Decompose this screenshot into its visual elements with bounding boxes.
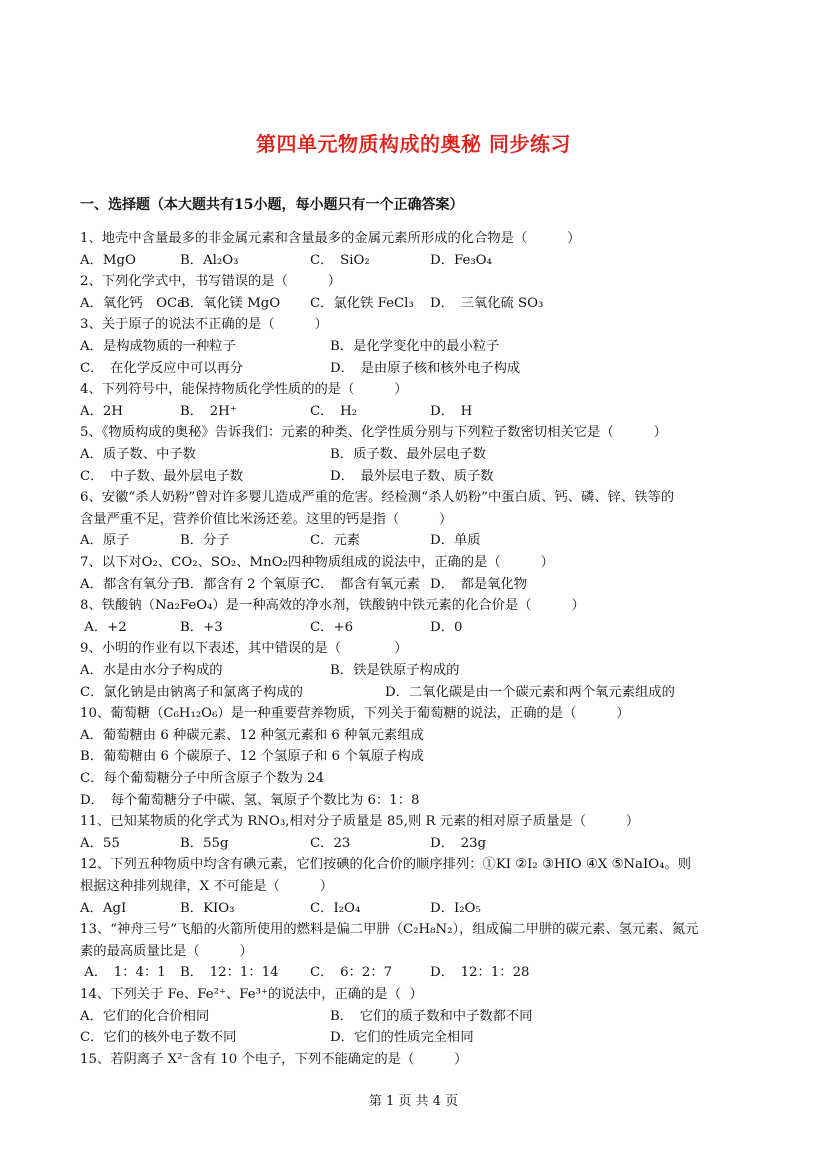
answer-option: B． 2H⁺ [180, 403, 237, 419]
question-line [80, 725, 424, 747]
answer-option: C． 中子数、最外层电子数 [80, 468, 244, 484]
answer-option: D．它们的性质完全相同 [330, 1030, 474, 1046]
answer-option: C． H₂ [310, 403, 358, 419]
question-text: 15、若阴离子 X²⁻含有 10 个电子，下列不能确定的是（ ） [80, 1051, 468, 1067]
answer-option: C．氯化铁 FeCl₃ [310, 295, 414, 311]
question-line [80, 638, 408, 660]
question-text: A．葡萄糖由 6 种碳元素、12 种氢元素和 6 种氧元素组成 [80, 727, 424, 743]
question-line [80, 790, 419, 812]
answer-option: D．Fe₃O₄ [430, 252, 492, 268]
page-footer: 第 1 页 共 4 页 [368, 1094, 459, 1109]
answer-option: B．KIO₃ [180, 900, 235, 916]
answer-option: D．I₂O₅ [430, 900, 481, 916]
answer-option: B．55g [180, 835, 229, 851]
answer-option: B．Al₂O₃ [180, 252, 239, 268]
answer-option: D． 12：1：28 [430, 965, 530, 981]
question-line [80, 271, 341, 293]
answer-option: C． 6：2：7 [310, 965, 393, 981]
answer-option: D． 都是氧化物 [430, 576, 528, 592]
answer-option: B．是化学变化中的最小粒子 [330, 339, 500, 354]
answer-option: A．是构成物质的一种粒子 [80, 339, 236, 354]
answer-option: D．二氧化碳是由一个碳元素和两个氧元素组成的 [385, 684, 675, 700]
question-text: D． 每个葡萄糖分子中碳、氢、氧原子个数比为 6：1：8 [80, 792, 420, 808]
answer-option: A．2H [80, 403, 123, 419]
question-line [80, 876, 333, 898]
answer-option: D．0 [430, 619, 463, 635]
answer-option: A．55 [80, 835, 120, 851]
answer-option: D． 是由原子核和核外电子构成 [330, 360, 521, 376]
question-line [80, 919, 698, 941]
question-text: 11、已知某物质的化学式为 RNO₃,相对分子质量是 85,则 R 元素的相对原子质量是（ ） [80, 814, 640, 830]
question-text: 9、小明的作业有以下表述，其中错误的是（ ） [80, 641, 408, 657]
answer-option: B．氧化镁 MgO [180, 295, 281, 311]
answer-option: A． 1：4：1 [80, 965, 166, 981]
question-line [80, 595, 585, 617]
answer-option: C．它们的核外电子数不同 [80, 1030, 237, 1046]
answer-option: C．I₂O₄ [310, 900, 361, 916]
question-line [80, 422, 667, 444]
answer-option: A．都含有氧分子 [80, 576, 183, 592]
question-line [80, 379, 408, 401]
answer-option: D．单质 [430, 533, 481, 549]
question-text: 10、葡萄糖（C₆H₁₂O₆）是一种重要营养物质，下列关于葡萄糖的说法，正确的是（ ） [80, 706, 630, 722]
answer-option: B．+3 [180, 619, 223, 635]
question-line [80, 314, 328, 336]
question-text: C．每个葡萄糖分子中所含原子个数为 24 [80, 771, 325, 786]
question-line [80, 768, 324, 790]
answer-option: B．都含有 2 个氧原子 [180, 576, 314, 592]
answer-option: C．+6 [310, 619, 354, 635]
question-text: 8、铁酸钠（Na₂FeO₄）是一种高效的净水剂，铁酸钠中铁元素的化合价是（ ） [80, 598, 585, 614]
question-text: 4、下列符号中，能保持物质化学性质的的是（ ） [80, 382, 408, 398]
answer-option: C． SiO₂ [310, 252, 370, 268]
answer-option: C． 在化学反应中可以再分 [80, 360, 244, 376]
question-line [80, 811, 639, 833]
question-text: 素的最高质量比是（ ） [80, 943, 253, 959]
question-text: 14、下列关于 Fe、Fe²⁺、Fe³⁺的说法中，正确的是（ ） [80, 987, 423, 1002]
question-line [80, 746, 424, 768]
answer-option: A．水是由水分子构成的 [80, 663, 223, 678]
answer-option: D． H [430, 403, 473, 419]
question-text: 12、下列五种物质中均含有碘元素，它们按碘的化合价的顺序排列：①KI ②I₂ ③HIO ④X ⑤NaIO₄。则 [80, 857, 692, 873]
question-text: 13、“神舟三号”飞船的火箭所使用的燃料是偏二甲肼（C₂H₈N₂），组成偏二甲肼的碳元素、氢元素、氮元 [80, 922, 699, 938]
answer-option: A．AgI [80, 900, 127, 916]
question-text: 根据这种排列规律，X 不可能是（ ） [80, 879, 334, 894]
question-line [80, 703, 630, 725]
answer-option: A．它们的化合价相同 [80, 1008, 210, 1024]
question-text: B．葡萄糖由 6 个碳原子、12 个氢原子和 6 个氧原子构成 [80, 749, 424, 765]
answer-option: A．质子数、中子数 [80, 447, 196, 462]
answer-option: A．+2 [80, 619, 127, 635]
question-line [80, 854, 691, 876]
question-text: 5、《物质构成的奥秘》告诉我们：元素的种类、化学性质分别与下列粒子数密切相关它是（ ） [80, 425, 667, 441]
question-line [80, 487, 674, 509]
question-line [80, 941, 253, 963]
answer-option: D． 23g [430, 835, 487, 851]
question-line [80, 228, 580, 250]
question-text: 1、地壳中含量最多的非金属元素和含量最多的金属元素所形成的化合物是（ ） [80, 231, 581, 246]
page-title: 第四单元物质构成的奥秘 同步练习 [256, 132, 571, 156]
question-line [80, 552, 554, 574]
question-line [80, 509, 452, 531]
answer-option: A．MgO [80, 252, 136, 268]
question-text: 3、关于原子的说法不正确的是（ ） [80, 317, 328, 333]
answer-option: B．分子 [180, 533, 230, 549]
answer-option: C．氯化钠是由钠离子和氯离子构成的 [80, 684, 303, 700]
answer-option: D． 三氧化硫 SO₃ [430, 295, 544, 311]
answer-option: B． 它们的质子数和中子数都不同 [330, 1008, 533, 1024]
answer-option: C． 都含有氧元素 [310, 576, 420, 592]
answer-option: C．23 [310, 835, 351, 851]
question-text: 7、以下对O₂、CO₂、SO₂、MnO₂四种物质组成的说法中，正确的是（ ） [80, 555, 554, 570]
answer-option: A．氧化钙 OCa [80, 295, 186, 311]
answer-option: B． 12：1：14 [180, 965, 279, 981]
answer-option: A．原子 [80, 533, 130, 549]
answer-option: B．质子数、最外层电子数 [330, 447, 487, 462]
answer-option: B．铁是铁原子构成的 [330, 663, 460, 678]
question-line [80, 1049, 467, 1071]
question-text: 含量严重不足，营养价值比米汤还差。这里的钙是指（ ） [80, 511, 453, 527]
question-line [80, 984, 423, 1006]
answer-option: C．元素 [310, 533, 361, 549]
question-text: 2、下列化学式中，书写错误的是（ ） [80, 274, 342, 290]
section-heading: 一、选择题（本大题共有15小题，每小题只有一个正确答案） [80, 197, 464, 213]
answer-option: D． 最外层电子数、质子数 [330, 468, 494, 484]
question-text: 6、安徽“杀人奶粉”曾对许多婴儿造成严重的危害。经检测“杀人奶粉”中蛋白质、钙、磷、锌、铁等的 [80, 490, 675, 506]
